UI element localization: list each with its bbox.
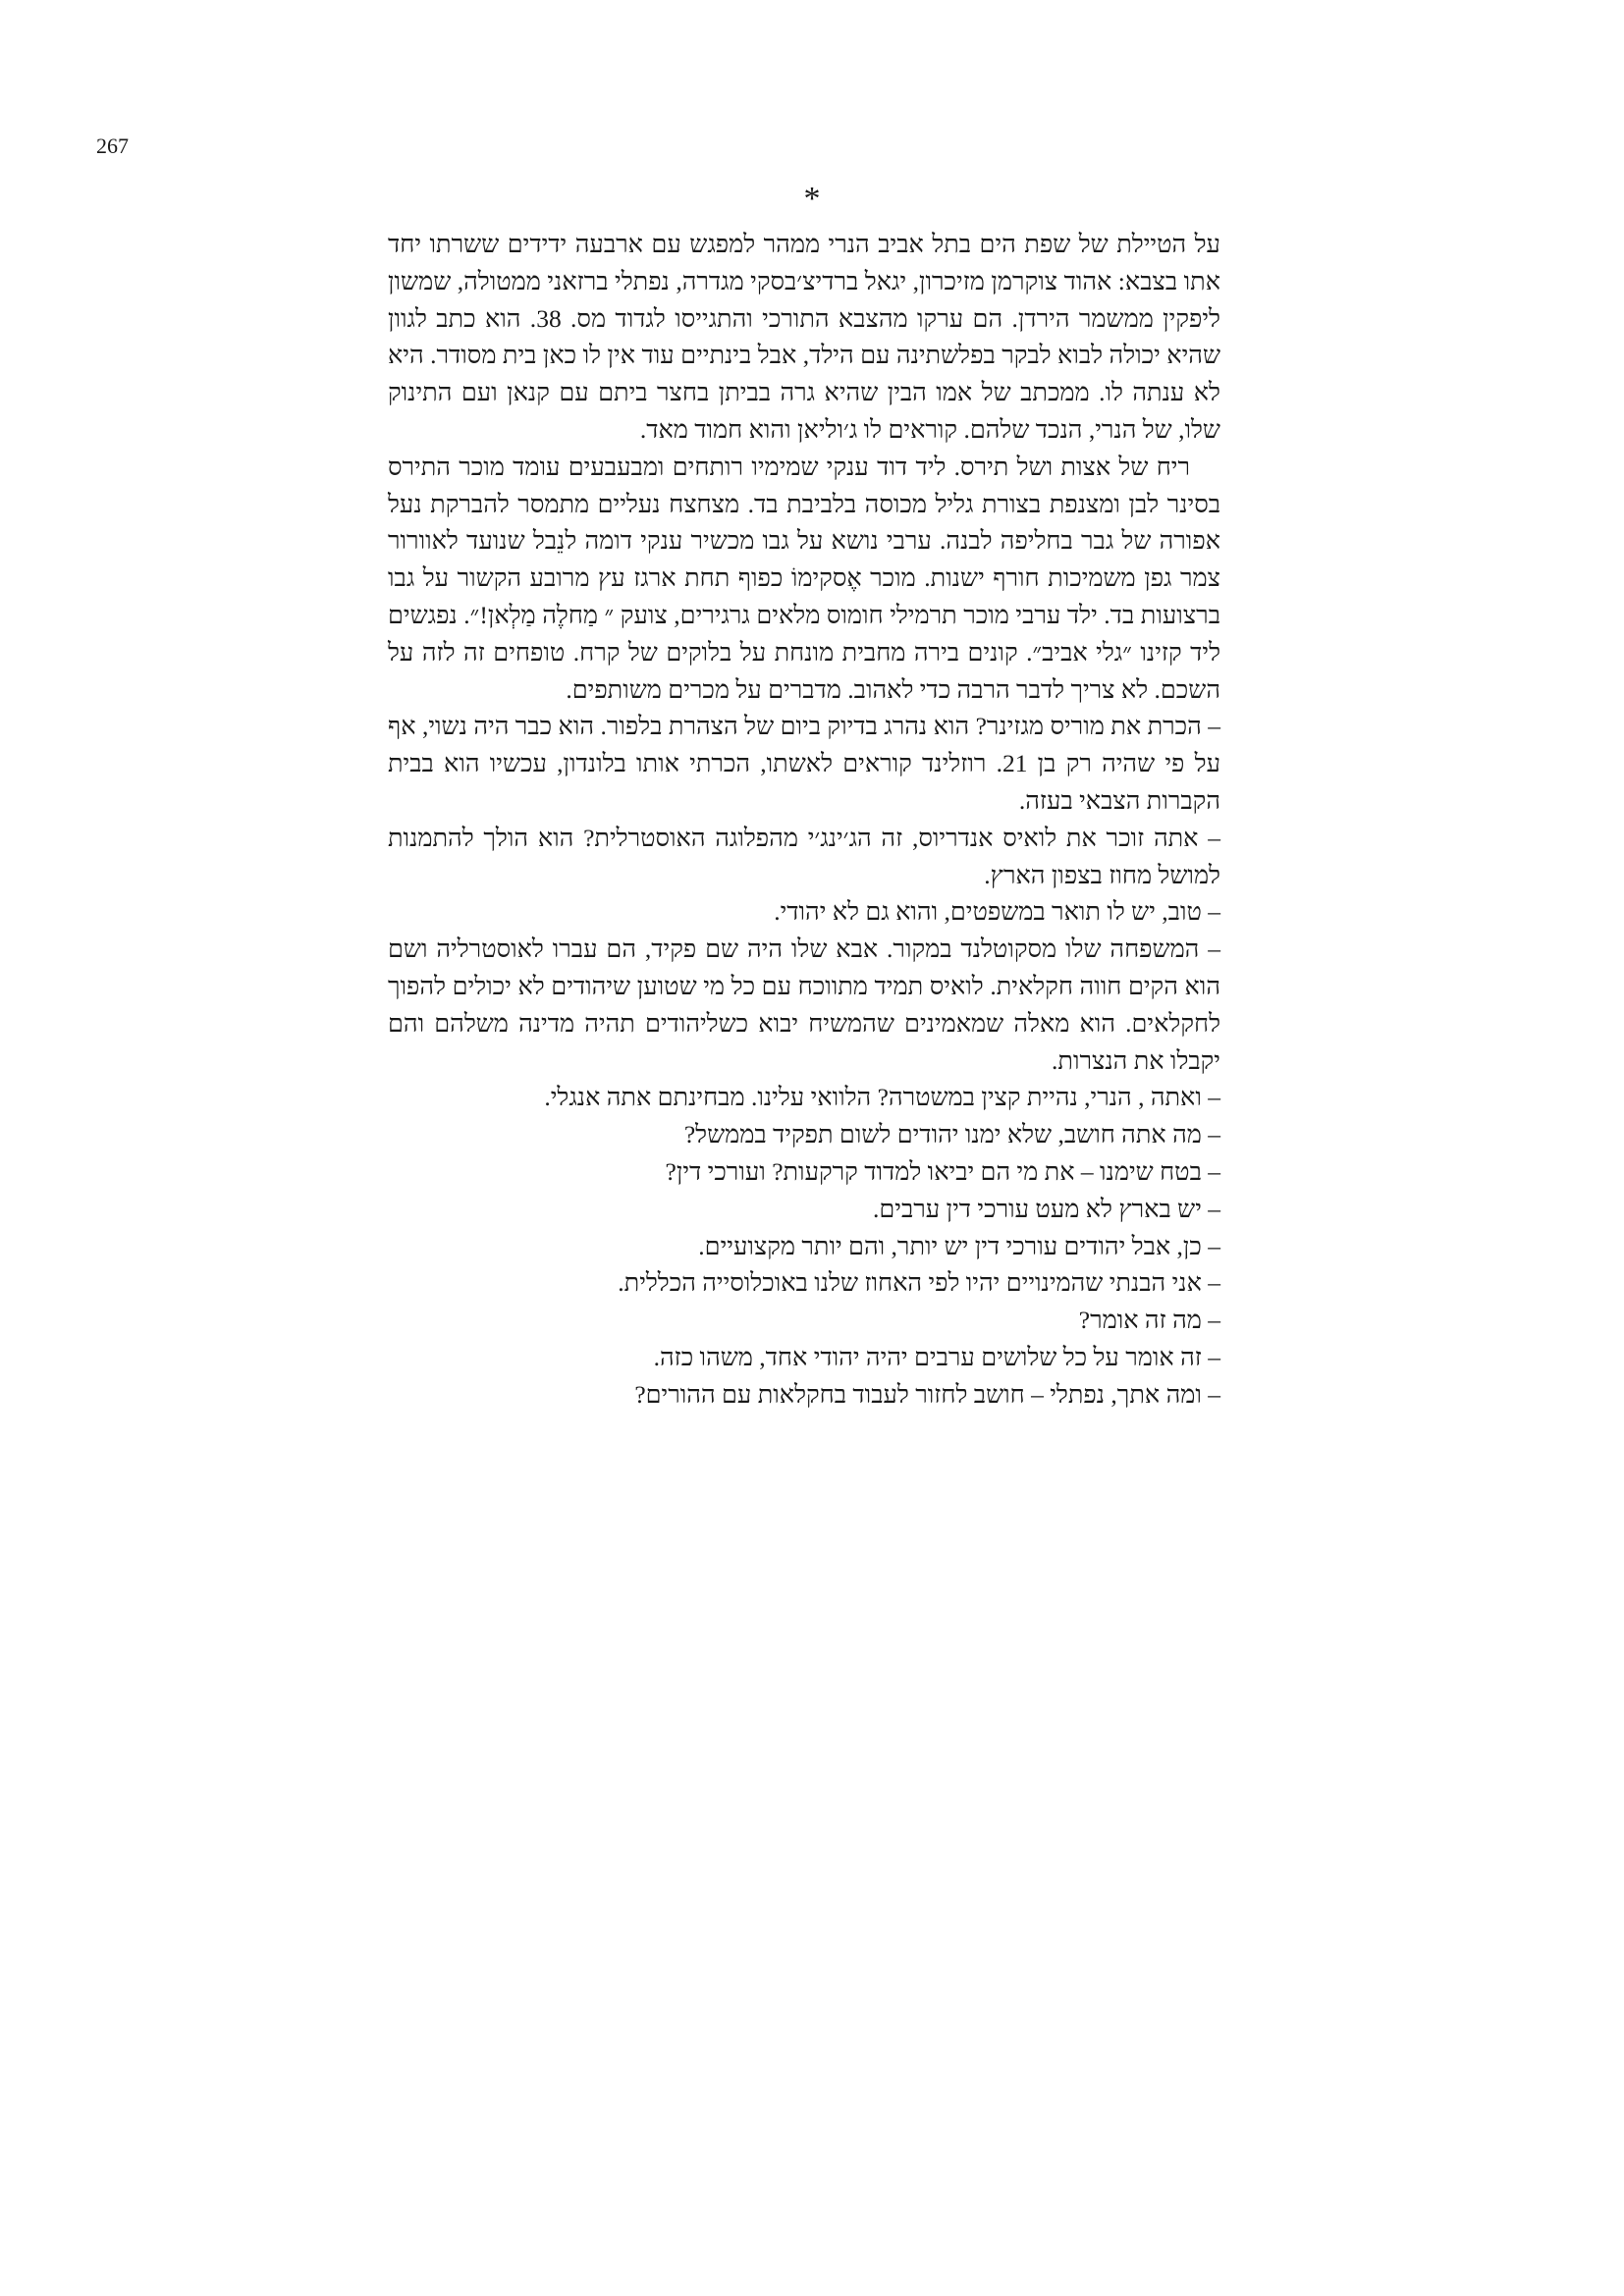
section-divider: * [803,181,821,217]
main-text [388,226,1220,1414]
dialogue-paragraph: – הכרת את מוריס מגזינר? הוא נהרג בדיוק ביום של הצהרת בלפור. הוא כבר היה נשוי, אף על פי שהיה רק בן 21. רוזלינד קוראים לאשתו, הכרתי אותו בלונדון, עכשיו הוא בבית הקברות הצבאי בעזה. [388,712,1220,815]
dialogue-list [388,1079,1220,1413]
dialogue-line: – בטח שימנו – את מי הם יביאו למדוד קרקעות? ועורכי דין? [665,1156,1220,1186]
dialogue-line: – זה אומר על כל שלושים ערבים יהיה יהודי אחד, משהו כזה. [653,1342,1220,1371]
dialogue-paragraph: – טוב, יש לו תואר במשפטים, והוא גם לא יהודי. [774,897,1220,927]
paragraph: על הטיילת של שפת הים בתל אביב הנרי ממהר למפגש עם ארבעה ידידים ששרתו יחד אתו בצבא: אהוד צוקרמן מזיכרון, יגאל ברדיצ׳בסקי מגדרה, נפתלי ברזאני ממטולה, שמשון ליפקין ממשמר הירדן. הם ערקו מהצבא התורכי והתגייסו לגדוד מס. 38. הוא כתב לגוון שהיא יכולה לבוא לבקר בפלשתינה עם הילד, אבל בינתיים עוד אין לו כאן בית מסודר. היא לא ענתה לו. ממכתב של אמו הבין שהיא גרה בביתן בחצר ביתם עם קנאן ועם התינוק שלו, של הנרי, הנכד שלהם. קוראים לו ג׳וליאן והוא חמוד מאד. [388,230,1220,444]
dialogue-paragraph: – המשפחה שלו מסקוטלנד במקור. אבא שלו היה שם פקיד, הם עברו לאוסטרליה ושם הוא הקים חווה חקלאית. לואיס תמיד מתווכח עם כל מי שטוען שיהודים לא יכולים להפוך לחקלאים. הוא מאלה שמאמינים שהמשיח יבוא כשליהודים תהיה מדינה משלהם והם יקבלו את הנצרות. [388,934,1220,1075]
dialogue-line: – אני הבנתי שהמינויים יהיו לפי האחוז שלנו באוכלוסייה הכללית. [618,1268,1220,1298]
dialogue-line: – מה אתה חושב, שלא ימנו יהודים לשום תפקיד בממשל? [683,1120,1220,1149]
dialogue-line: – יש בארץ לא מעט עורכי דין ערבים. [873,1194,1220,1223]
paragraph: ריח של אצות ושל תירס. ליד דוד ענקי שמימיו רותחים ומבעבעים עומד מוכר התירס בסינר לבן ומצנפת בצורת גליל מכוסה בלביבת בד. מצחצח נעליים מתמסר להברקת נעל אפורה של גבר בחליפה לבנה. ערבי נושא על גבו מכשיר ענקי דומה לנֵבל שנועד לאוורור צמר גפן משמיכות חורף ישנות. מוכר אֶסקימוֹ כפוף תחת ארגז עץ מרובע הקשור על גבו ברצועות בד. ילד ערבי מוכר תרמילי חומוס מלאים גרגירים, צועק ״ מַחלֶה מַלְאן!״. נפגשים ליד קזינו ״גלי אביב״. קונים בירה מחבית מונחת על בלוקים של קרח. טופחים זה לזה על השכם. לא צריך לדבר הרבה כדי לאהוב. מדברים על מכרים משותפים. [388,452,1220,704]
dialogue-line: – מה זה אומר? [1078,1306,1220,1335]
dialogue-line: – כן, אבל יהודים עורכי דין יש יותר, והם יותר מקצועיים. [698,1231,1220,1260]
dialogue-line: – ואתה , הנרי, נהיית קצין במשטרה? הלוואי עלינו. מבחינתם אתה אנגלי. [544,1083,1220,1112]
dialogue-paragraph: – אתה זוכר את לואיס אנדריוס, זה הג׳ינג׳י מהפלוגה האוסטרלית? הוא הולך להתמנות למושל מחוז בצפון הארץ. [388,823,1220,889]
page-number: 267 [96,133,129,158]
dialogue-line: – ומה אתך, נפתלי – חושב לחזור לעבוד בחקלאות עם ההורים? [634,1379,1220,1409]
